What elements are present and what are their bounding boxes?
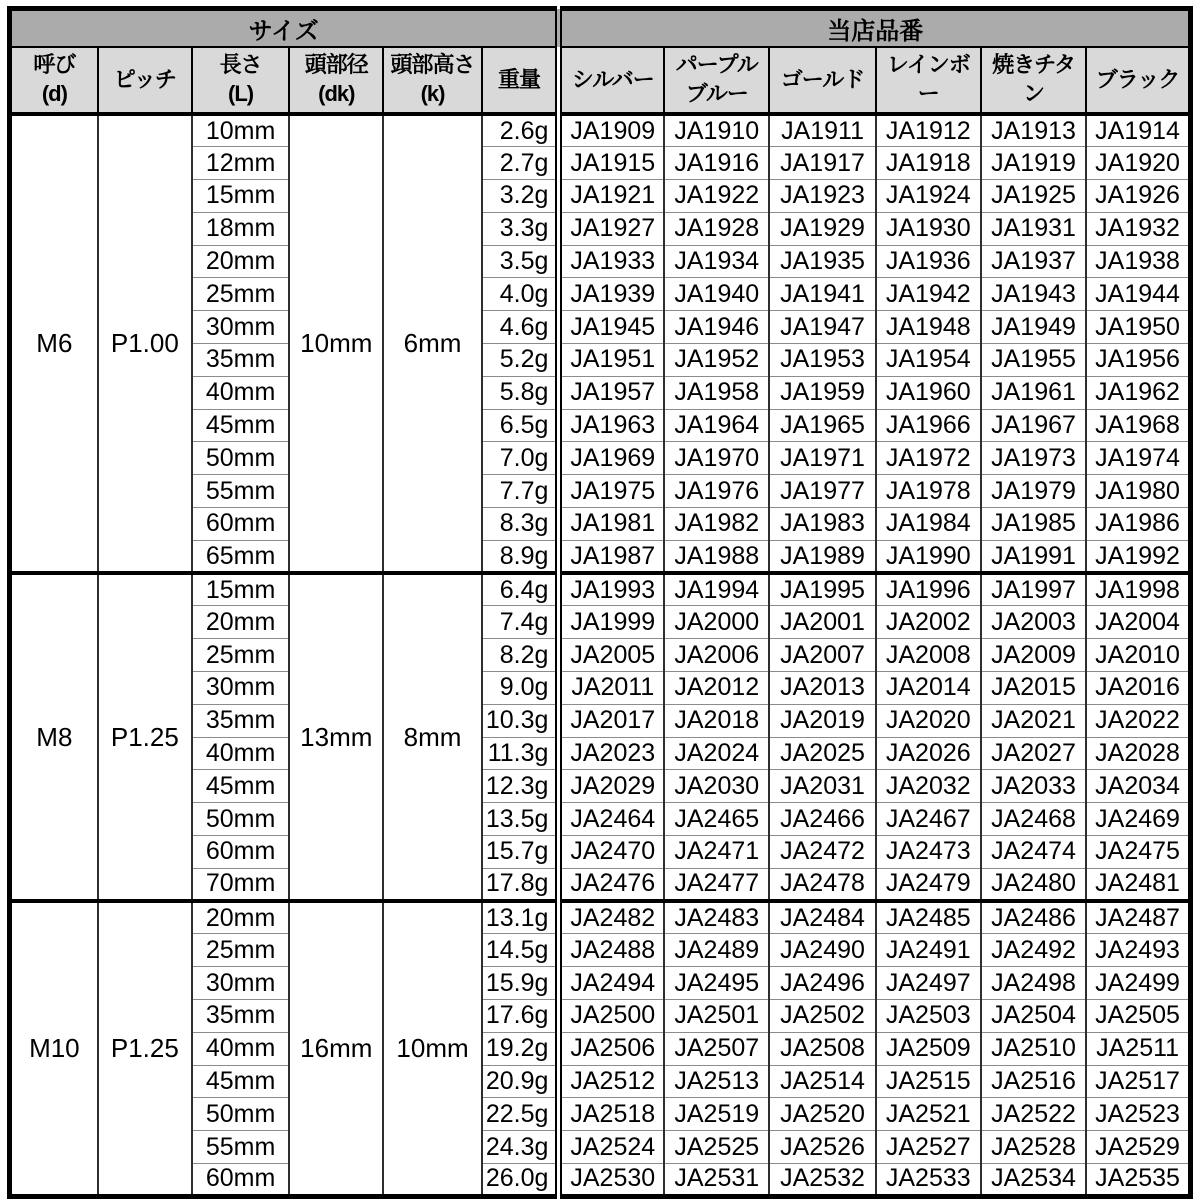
weight-cell: 24.3g (482, 1131, 559, 1164)
length-cell: 25mm (192, 934, 289, 967)
col-header-pitch: ピッチ (98, 47, 192, 114)
length-cell: 60mm (192, 508, 289, 541)
part-number-cell: JA2007 (769, 639, 875, 672)
part-number-cell: JA1920 (1086, 147, 1190, 180)
part-number-cell: JA1934 (664, 245, 769, 278)
length-cell: 70mm (192, 868, 289, 901)
part-number-cell: JA1929 (769, 212, 875, 245)
part-number-cell: JA1947 (769, 311, 875, 344)
weight-cell: 10.3g (482, 704, 559, 737)
part-number-cell: JA2016 (1086, 672, 1190, 705)
part-number-cell: JA2498 (981, 967, 1086, 1000)
part-number-cell: JA1983 (769, 508, 875, 541)
part-number-cell: JA2508 (769, 1032, 875, 1065)
weight-cell: 3.2g (482, 180, 559, 213)
part-number-cell: JA2533 (876, 1164, 981, 1197)
col-header-rainbow: レインボー (876, 47, 981, 114)
part-number-cell: JA2486 (981, 901, 1086, 934)
part-number-cell: JA2019 (769, 704, 875, 737)
size-section-header: サイズ (10, 9, 559, 48)
part-number-cell: JA1927 (559, 212, 664, 245)
part-number-cell: JA1936 (876, 245, 981, 278)
weight-cell: 7.0g (482, 442, 559, 475)
part-number-cell: JA2503 (876, 1000, 981, 1033)
part-number-cell: JA2492 (981, 934, 1086, 967)
length-cell: 55mm (192, 475, 289, 508)
part-number-cell: JA1959 (769, 376, 875, 409)
weight-cell: 2.6g (482, 114, 559, 147)
col-header-burnt-titanium: 焼きチタン (981, 47, 1086, 114)
part-number-cell: JA1915 (559, 147, 664, 180)
bolt-size-cell: M6 (10, 114, 98, 573)
part-number-cell: JA2018 (664, 704, 769, 737)
weight-cell: 13.1g (482, 901, 559, 934)
part-number-cell: JA2012 (664, 672, 769, 705)
part-number-cell: JA2008 (876, 639, 981, 672)
weight-cell: 11.3g (482, 737, 559, 770)
part-number-cell: JA2010 (1086, 639, 1190, 672)
length-cell: 30mm (192, 967, 289, 1000)
part-number-cell: JA2510 (981, 1032, 1086, 1065)
col-header-gold: ゴールド (769, 47, 875, 114)
part-number-cell: JA2493 (1086, 934, 1190, 967)
part-number-cell: JA2504 (981, 1000, 1086, 1033)
weight-cell: 20.9g (482, 1065, 559, 1098)
part-number-cell: JA1986 (1086, 508, 1190, 541)
part-number-cell: JA1913 (981, 114, 1086, 147)
part-number-cell: JA2004 (1086, 606, 1190, 639)
part-number-cell: JA2513 (664, 1065, 769, 1098)
part-number-cell: JA2502 (769, 1000, 875, 1033)
part-number-cell: JA1923 (769, 180, 875, 213)
length-cell: 15mm (192, 180, 289, 213)
weight-cell: 5.8g (482, 376, 559, 409)
part-number-cell: JA2522 (981, 1098, 1086, 1131)
part-number-cell: JA1963 (559, 409, 664, 442)
head-height-cell: 6mm (383, 114, 481, 573)
part-number-cell: JA1951 (559, 344, 664, 377)
col-header-head-height: 頭部高さ (k) (383, 47, 481, 114)
col-header-purple-blue: パープル ブルー (664, 47, 769, 114)
part-number-cell: JA1919 (981, 147, 1086, 180)
part-number-cell: JA2479 (876, 868, 981, 901)
part-number-cell: JA1995 (769, 573, 875, 606)
part-number-cell: JA1940 (664, 278, 769, 311)
pitch-cell: P1.25 (98, 901, 192, 1196)
part-number-cell: JA1988 (664, 540, 769, 573)
part-number-cell: JA1926 (1086, 180, 1190, 213)
part-number-cell: JA2014 (876, 672, 981, 705)
part-number-cell: JA1999 (559, 606, 664, 639)
part-number-cell: JA1914 (1086, 114, 1190, 147)
part-number-cell: JA2511 (1086, 1032, 1190, 1065)
part-number-cell: JA2529 (1086, 1131, 1190, 1164)
length-cell: 45mm (192, 1065, 289, 1098)
part-number-cell: JA2476 (559, 868, 664, 901)
part-number-cell: JA1928 (664, 212, 769, 245)
length-cell: 25mm (192, 278, 289, 311)
part-number-cell: JA1997 (981, 573, 1086, 606)
part-number-cell: JA1945 (559, 311, 664, 344)
weight-cell: 19.2g (482, 1032, 559, 1065)
length-cell: 60mm (192, 1164, 289, 1197)
bolt-size-cell: M8 (10, 573, 98, 901)
col-header-name: 呼び (d) (10, 47, 98, 114)
part-number-cell: JA2000 (664, 606, 769, 639)
weight-cell: 22.5g (482, 1098, 559, 1131)
length-cell: 45mm (192, 409, 289, 442)
part-number-cell: JA1979 (981, 475, 1086, 508)
weight-cell: 15.7g (482, 836, 559, 869)
part-number-cell: JA1991 (981, 540, 1086, 573)
part-number-cell: JA2032 (876, 770, 981, 803)
part-number-cell: JA2483 (664, 901, 769, 934)
part-number-cell: JA2535 (1086, 1164, 1190, 1197)
part-number-cell: JA1949 (981, 311, 1086, 344)
part-number-cell: JA2467 (876, 803, 981, 836)
part-number-cell: JA2005 (559, 639, 664, 672)
part-number-cell: JA1925 (981, 180, 1086, 213)
part-number-cell: JA2495 (664, 967, 769, 1000)
part-number-cell: JA2516 (981, 1065, 1086, 1098)
weight-cell: 3.3g (482, 212, 559, 245)
part-number-cell: JA1931 (981, 212, 1086, 245)
part-number-cell: JA2520 (769, 1098, 875, 1131)
column-header-row (10, 47, 1191, 114)
part-number-cell: JA1933 (559, 245, 664, 278)
part-number-cell: JA1946 (664, 311, 769, 344)
length-cell: 18mm (192, 212, 289, 245)
head-diameter-cell: 13mm (289, 573, 383, 901)
weight-cell: 14.5g (482, 934, 559, 967)
part-number-cell: JA1968 (1086, 409, 1190, 442)
part-number-cell: JA2025 (769, 737, 875, 770)
part-number-cell: JA2011 (559, 672, 664, 705)
col-header-weight: 重量 (482, 47, 559, 114)
part-number-cell: JA2022 (1086, 704, 1190, 737)
part-number-cell: JA1921 (559, 180, 664, 213)
length-cell: 20mm (192, 901, 289, 934)
weight-cell: 17.8g (482, 868, 559, 901)
part-number-cell: JA1974 (1086, 442, 1190, 475)
part-number-cell: JA2469 (1086, 803, 1190, 836)
part-number-cell: JA1910 (664, 114, 769, 147)
part-number-cell: JA2465 (664, 803, 769, 836)
part-number-cell: JA1996 (876, 573, 981, 606)
part-number-cell: JA1984 (876, 508, 981, 541)
part-number-cell: JA2006 (664, 639, 769, 672)
head-height-cell: 10mm (383, 901, 481, 1196)
bolt-size-cell: M10 (10, 901, 98, 1196)
length-cell: 35mm (192, 1000, 289, 1033)
part-number-cell: JA2009 (981, 639, 1086, 672)
part-number-cell: JA1953 (769, 344, 875, 377)
part-number-cell: JA2524 (559, 1131, 664, 1164)
weight-cell: 4.6g (482, 311, 559, 344)
weight-cell: 4.0g (482, 278, 559, 311)
part-number-cell: JA2489 (664, 934, 769, 967)
part-number-cell: JA2496 (769, 967, 875, 1000)
part-number-cell: JA2491 (876, 934, 981, 967)
part-number-cell: JA2024 (664, 737, 769, 770)
part-number-cell: JA1980 (1086, 475, 1190, 508)
part-number-cell: JA1964 (664, 409, 769, 442)
part-number-cell: JA1962 (1086, 376, 1190, 409)
part-number-cell: JA1930 (876, 212, 981, 245)
part-number-cell: JA1969 (559, 442, 664, 475)
part-number-cell: JA2526 (769, 1131, 875, 1164)
weight-cell: 7.4g (482, 606, 559, 639)
spec-table-body (10, 114, 1191, 1196)
part-number-cell: JA1911 (769, 114, 875, 147)
part-number-cell: JA2034 (1086, 770, 1190, 803)
part-number-cell: JA2525 (664, 1131, 769, 1164)
part-number-cell: JA1924 (876, 180, 981, 213)
part-number-cell: JA1943 (981, 278, 1086, 311)
part-number-cell: JA1955 (981, 344, 1086, 377)
part-number-cell: JA1941 (769, 278, 875, 311)
part-number-cell: JA2527 (876, 1131, 981, 1164)
part-number-cell: JA1909 (559, 114, 664, 147)
part-number-cell: JA1912 (876, 114, 981, 147)
part-number-cell: JA1966 (876, 409, 981, 442)
part-number-cell: JA2534 (981, 1164, 1086, 1197)
part-number-cell: JA1938 (1086, 245, 1190, 278)
part-number-cell: JA1970 (664, 442, 769, 475)
part-number-cell: JA2531 (664, 1164, 769, 1197)
part-number-cell: JA1932 (1086, 212, 1190, 245)
part-number-cell: JA1944 (1086, 278, 1190, 311)
weight-cell: 26.0g (482, 1164, 559, 1197)
part-number-cell: JA2509 (876, 1032, 981, 1065)
col-header-length: 長さ (L) (192, 47, 289, 114)
part-number-cell: JA1985 (981, 508, 1086, 541)
part-number-cell: JA1998 (1086, 573, 1190, 606)
part-number-cell: JA1965 (769, 409, 875, 442)
part-number-cell: JA1982 (664, 508, 769, 541)
part-number-cell: JA2466 (769, 803, 875, 836)
part-number-cell: JA2471 (664, 836, 769, 869)
weight-cell: 6.5g (482, 409, 559, 442)
part-number-cell: JA2517 (1086, 1065, 1190, 1098)
part-number-cell: JA2003 (981, 606, 1086, 639)
col-header-silver: シルバー (559, 47, 664, 114)
part-number-cell: JA2001 (769, 606, 875, 639)
part-number-cell: JA2530 (559, 1164, 664, 1197)
table-row (10, 901, 1191, 934)
part-number-cell: JA1916 (664, 147, 769, 180)
part-number-cell: JA2013 (769, 672, 875, 705)
part-number-cell: JA1973 (981, 442, 1086, 475)
length-cell: 30mm (192, 672, 289, 705)
part-number-cell: JA1950 (1086, 311, 1190, 344)
length-cell: 50mm (192, 442, 289, 475)
length-cell: 30mm (192, 311, 289, 344)
length-cell: 50mm (192, 803, 289, 836)
part-number-cell: JA1989 (769, 540, 875, 573)
part-number-cell: JA2507 (664, 1032, 769, 1065)
part-number-cell: JA1977 (769, 475, 875, 508)
part-number-cell: JA2482 (559, 901, 664, 934)
length-cell: 65mm (192, 540, 289, 573)
part-number-cell: JA2500 (559, 1000, 664, 1033)
part-number-cell: JA2528 (981, 1131, 1086, 1164)
part-number-cell: JA2521 (876, 1098, 981, 1131)
bolt-spec-table (7, 6, 1193, 1199)
part-number-cell: JA1958 (664, 376, 769, 409)
head-diameter-cell: 16mm (289, 901, 383, 1196)
weight-cell: 7.7g (482, 475, 559, 508)
part-number-cell: JA1971 (769, 442, 875, 475)
length-cell: 25mm (192, 639, 289, 672)
weight-cell: 17.6g (482, 1000, 559, 1033)
part-number-cell: JA2506 (559, 1032, 664, 1065)
part-number-cell: JA1956 (1086, 344, 1190, 377)
part-number-cell: JA2468 (981, 803, 1086, 836)
part-number-cell: JA2028 (1086, 737, 1190, 770)
part-number-cell: JA2021 (981, 704, 1086, 737)
weight-cell: 8.2g (482, 639, 559, 672)
part-number-cell: JA1961 (981, 376, 1086, 409)
part-number-cell: JA2472 (769, 836, 875, 869)
part-number-cell: JA2473 (876, 836, 981, 869)
length-cell: 20mm (192, 606, 289, 639)
part-number-cell: JA2029 (559, 770, 664, 803)
part-number-cell: JA2027 (981, 737, 1086, 770)
length-cell: 40mm (192, 376, 289, 409)
part-number-cell: JA1917 (769, 147, 875, 180)
part-number-cell: JA1948 (876, 311, 981, 344)
part-number-cell: JA1972 (876, 442, 981, 475)
head-height-cell: 8mm (383, 573, 481, 901)
part-number-cell: JA1994 (664, 573, 769, 606)
col-header-head-diameter: 頭部径 (dk) (289, 47, 383, 114)
table-row (10, 573, 1191, 606)
part-number-cell: JA2490 (769, 934, 875, 967)
part-number-cell: JA2478 (769, 868, 875, 901)
part-number-cell: JA1990 (876, 540, 981, 573)
section-header-row (10, 9, 1191, 48)
part-number-cell: JA2464 (559, 803, 664, 836)
part-number-cell: JA2485 (876, 901, 981, 934)
part-number-cell: JA2484 (769, 901, 875, 934)
length-cell: 50mm (192, 1098, 289, 1131)
part-number-cell: JA2015 (981, 672, 1086, 705)
part-number-cell: JA1981 (559, 508, 664, 541)
length-cell: 10mm (192, 114, 289, 147)
part-number-cell: JA2505 (1086, 1000, 1190, 1033)
part-number-cell: JA1942 (876, 278, 981, 311)
part-number-section-header: 当店品番 (559, 9, 1191, 48)
part-number-cell: JA2512 (559, 1065, 664, 1098)
length-cell: 12mm (192, 147, 289, 180)
weight-cell: 8.3g (482, 508, 559, 541)
part-number-cell: JA2488 (559, 934, 664, 967)
weight-cell: 9.0g (482, 672, 559, 705)
part-number-cell: JA2475 (1086, 836, 1190, 869)
part-number-cell: JA1967 (981, 409, 1086, 442)
part-number-cell: JA2030 (664, 770, 769, 803)
weight-cell: 6.4g (482, 573, 559, 606)
part-number-cell: JA1937 (981, 245, 1086, 278)
part-number-cell: JA2023 (559, 737, 664, 770)
part-number-cell: JA1976 (664, 475, 769, 508)
part-number-cell: JA1922 (664, 180, 769, 213)
part-number-cell: JA1935 (769, 245, 875, 278)
part-number-cell: JA2481 (1086, 868, 1190, 901)
part-number-cell: JA2497 (876, 967, 981, 1000)
part-number-cell: JA2480 (981, 868, 1086, 901)
part-number-cell: JA2499 (1086, 967, 1190, 1000)
part-number-cell: JA2532 (769, 1164, 875, 1197)
length-cell: 35mm (192, 704, 289, 737)
weight-cell: 13.5g (482, 803, 559, 836)
part-number-cell: JA2474 (981, 836, 1086, 869)
weight-cell: 15.9g (482, 967, 559, 1000)
weight-cell: 5.2g (482, 344, 559, 377)
part-number-cell: JA2026 (876, 737, 981, 770)
table-row (10, 114, 1191, 147)
part-number-cell: JA2519 (664, 1098, 769, 1131)
length-cell: 45mm (192, 770, 289, 803)
length-cell: 15mm (192, 573, 289, 606)
part-number-cell: JA2477 (664, 868, 769, 901)
part-number-cell: JA1975 (559, 475, 664, 508)
part-number-cell: JA2020 (876, 704, 981, 737)
part-number-cell: JA2523 (1086, 1098, 1190, 1131)
part-number-cell: JA2501 (664, 1000, 769, 1033)
length-cell: 35mm (192, 344, 289, 377)
pitch-cell: P1.25 (98, 573, 192, 901)
part-number-cell: JA2033 (981, 770, 1086, 803)
length-cell: 40mm (192, 737, 289, 770)
weight-cell: 2.7g (482, 147, 559, 180)
part-number-cell: JA1992 (1086, 540, 1190, 573)
part-number-cell: JA1993 (559, 573, 664, 606)
length-cell: 40mm (192, 1032, 289, 1065)
part-number-cell: JA1987 (559, 540, 664, 573)
weight-cell: 3.5g (482, 245, 559, 278)
part-number-cell: JA2002 (876, 606, 981, 639)
part-number-cell: JA2515 (876, 1065, 981, 1098)
part-number-cell: JA2518 (559, 1098, 664, 1131)
part-number-cell: JA1954 (876, 344, 981, 377)
length-cell: 55mm (192, 1131, 289, 1164)
part-number-cell: JA1978 (876, 475, 981, 508)
part-number-cell: JA2494 (559, 967, 664, 1000)
part-number-cell: JA2031 (769, 770, 875, 803)
col-header-black: ブラック (1086, 47, 1190, 114)
head-diameter-cell: 10mm (289, 114, 383, 573)
length-cell: 60mm (192, 836, 289, 869)
part-number-cell: JA1957 (559, 376, 664, 409)
part-number-cell: JA2017 (559, 704, 664, 737)
weight-cell: 12.3g (482, 770, 559, 803)
part-number-cell: JA1960 (876, 376, 981, 409)
part-number-cell: JA2470 (559, 836, 664, 869)
pitch-cell: P1.00 (98, 114, 192, 573)
weight-cell: 8.9g (482, 540, 559, 573)
part-number-cell: JA2487 (1086, 901, 1190, 934)
length-cell: 20mm (192, 245, 289, 278)
part-number-cell: JA1918 (876, 147, 981, 180)
part-number-cell: JA2514 (769, 1065, 875, 1098)
part-number-cell: JA1939 (559, 278, 664, 311)
part-number-cell: JA1952 (664, 344, 769, 377)
